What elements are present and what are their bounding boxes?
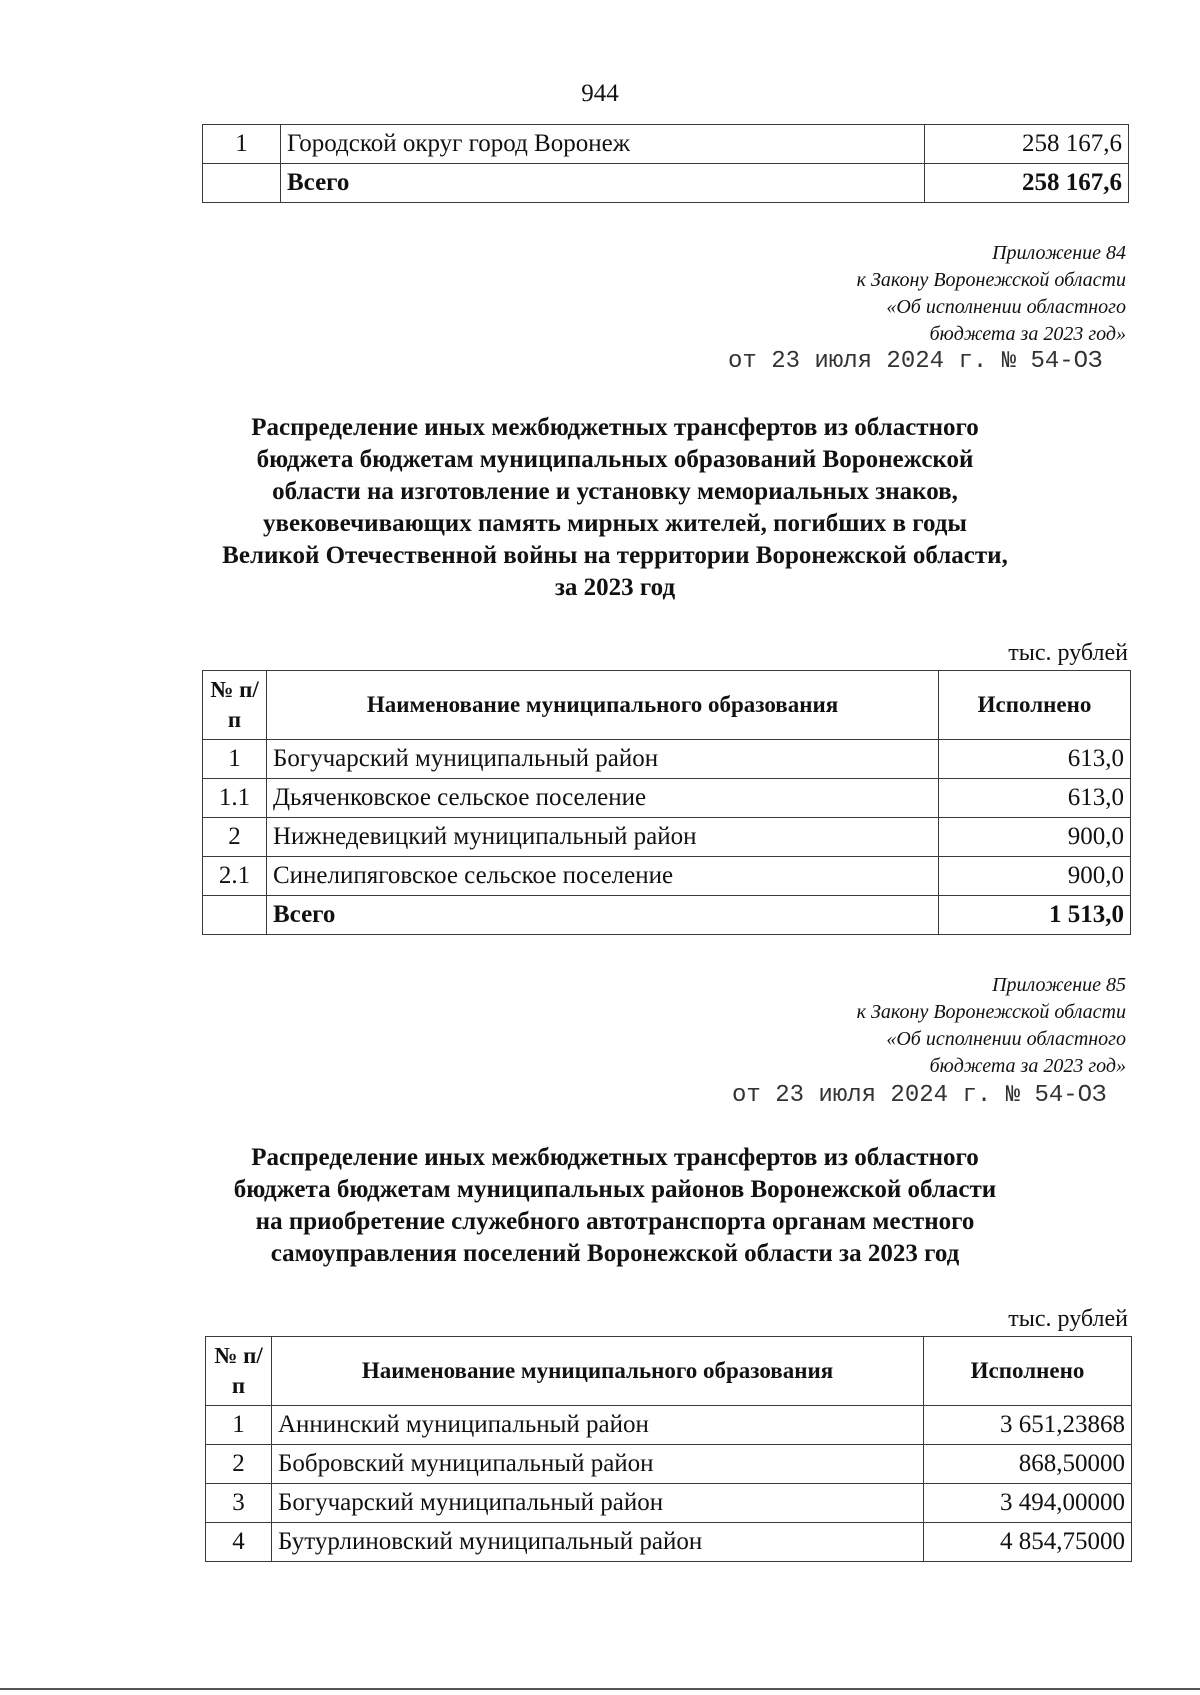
section-84-unit: тыс. рублей [1008, 640, 1128, 666]
column-header-number: № п/п [206, 1337, 272, 1406]
title-line: Распределение иных межбюджетных трансфертов из областного [251, 414, 979, 441]
column-header-name: Наименование муниципального образования [267, 671, 939, 740]
table-total-row [203, 896, 1131, 935]
column-header-value: Исполнено [939, 671, 1131, 740]
section-85-table [205, 1336, 1132, 1562]
row-number-cell: 1 [203, 125, 281, 164]
title-line: Распределение иных межбюджетных трансфертов из областного [251, 1144, 979, 1171]
table-row [206, 1484, 1132, 1523]
row-name-cell: Дьяченковское сельское поселение [267, 779, 939, 818]
row-number-cell: 2 [206, 1445, 272, 1484]
section-84-table-body [203, 740, 1131, 935]
row-number-cell: 1 [206, 1406, 272, 1445]
row-number-cell: 2.1 [203, 857, 267, 896]
table-header-row [203, 671, 1131, 740]
row-value-cell: 613,0 [939, 779, 1131, 818]
table-row [203, 125, 1129, 164]
title-line: увековечивающих память мирных жителей, погибших в годы [263, 510, 967, 537]
row-number-cell: 1 [203, 740, 267, 779]
row-name-cell: Бутурлиновский муниципальный район [272, 1523, 924, 1562]
row-name-cell: Синелипяговское сельское поселение [267, 857, 939, 896]
row-number-cell: 1.1 [203, 779, 267, 818]
section-84-table [202, 670, 1131, 935]
row-value-cell: 258 167,6 [925, 125, 1129, 164]
row-value-cell: 868,50000 [924, 1445, 1132, 1484]
row-name-cell: Бобровский муниципальный район [272, 1445, 924, 1484]
page-number: 944 [581, 80, 619, 107]
table-row [203, 779, 1131, 818]
row-value-cell: 3 651,23868 [924, 1406, 1132, 1445]
row-value-cell: 900,0 [939, 818, 1131, 857]
appendix-85-decree: от 23 июля 2024 г. № 54-ОЗ [732, 1082, 1107, 1109]
appendix-84-block [857, 240, 1126, 348]
row-name-cell: Богучарский муниципальный район [272, 1484, 924, 1523]
section-85-table-body [206, 1406, 1132, 1562]
row-value-cell: 3 494,00000 [924, 1484, 1132, 1523]
column-header-number: № п/п [203, 671, 267, 740]
section-85-title [180, 1142, 1050, 1270]
title-line: бюджета бюджетам муниципальных районов Воронежской области [233, 1176, 997, 1203]
row-name-cell: Нижнедевицкий муниципальный район [267, 818, 939, 857]
title-line: Великой Отечественной войны на территории Воронежской области, [222, 542, 1008, 569]
table-row [203, 857, 1131, 896]
appendix-line: к Закону Воронежской области [856, 269, 1126, 291]
appendix-line: Приложение 84 [992, 242, 1126, 264]
table-row [203, 818, 1131, 857]
table-row [206, 1445, 1132, 1484]
row-number-cell: 3 [206, 1484, 272, 1523]
row-value-cell: 900,0 [939, 857, 1131, 896]
title-line: области на изготовление и установку мемориальных знаков, [272, 478, 958, 505]
appendix-line: к Закону Воронежской области [856, 1001, 1126, 1023]
row-name-cell: Богучарский муниципальный район [267, 740, 939, 779]
row-number-cell [203, 896, 267, 935]
title-line: за 2023 год [554, 574, 676, 601]
table-row [206, 1523, 1132, 1562]
title-line: самоуправления поселений Воронежской области за 2023 год [270, 1240, 960, 1267]
title-line: бюджета бюджетам муниципальных образований Воронежской [256, 446, 974, 473]
table-header-row [206, 1337, 1132, 1406]
row-value-cell: 613,0 [939, 740, 1131, 779]
page-bottom-rule [0, 1688, 1200, 1690]
appendix-line: «Об исполнении областного [886, 1028, 1126, 1050]
row-name-cell: Аннинский муниципальный район [272, 1406, 924, 1445]
column-header-name: Наименование муниципального образования [272, 1337, 924, 1406]
appendix-line: бюджета за 2023 год» [929, 323, 1126, 345]
table-row [206, 1406, 1132, 1445]
section-85-unit: тыс. рублей [1008, 1306, 1128, 1332]
row-value-cell: 4 854,75000 [924, 1523, 1132, 1562]
top-table-body [203, 125, 1129, 203]
row-value-cell: 1 513,0 [939, 896, 1131, 935]
row-number-cell: 4 [206, 1523, 272, 1562]
row-name-cell: Всего [281, 164, 925, 203]
appendix-84-decree: от 23 июля 2024 г. № 54-ОЗ [728, 348, 1103, 375]
row-value-cell: 258 167,6 [925, 164, 1129, 203]
title-line: на приобретение служебного автотранспорта органам местного [255, 1208, 975, 1235]
section-84-title [180, 412, 1050, 604]
top-table [202, 124, 1129, 203]
appendix-line: «Об исполнении областного [886, 296, 1126, 318]
appendix-line: бюджета за 2023 год» [929, 1055, 1126, 1077]
appendix-line: Приложение 85 [992, 974, 1126, 996]
row-number-cell: 2 [203, 818, 267, 857]
column-header-value: Исполнено [924, 1337, 1132, 1406]
table-row [203, 740, 1131, 779]
row-number-cell [203, 164, 281, 203]
appendix-85-block [857, 972, 1126, 1080]
row-name-cell: Всего [267, 896, 939, 935]
table-total-row [203, 164, 1129, 203]
row-name-cell: Городской округ город Воронеж [281, 125, 925, 164]
